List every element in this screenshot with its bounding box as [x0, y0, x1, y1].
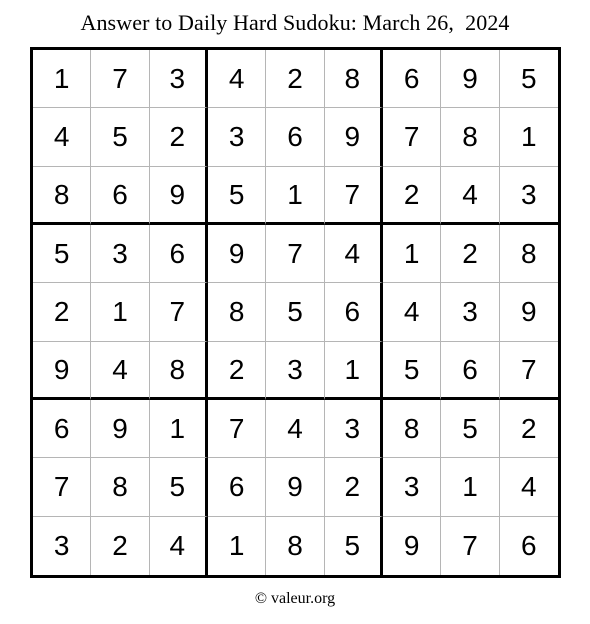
sudoku-cell-r1-c3: 3 [150, 50, 208, 108]
sudoku-cell-r6-c5: 3 [266, 342, 324, 400]
sudoku-cell-r6-c1: 9 [33, 342, 91, 400]
sudoku-cell-r1-c4: 4 [208, 50, 266, 108]
sudoku-cell-r9-c2: 2 [91, 517, 149, 575]
sudoku-cell-r7-c3: 1 [150, 400, 208, 458]
sudoku-cell-r5-c5: 5 [266, 283, 324, 341]
sudoku-cell-r7-c5: 4 [266, 400, 324, 458]
sudoku-cell-r1-c9: 5 [500, 50, 558, 108]
sudoku-cell-r9-c3: 4 [150, 517, 208, 575]
sudoku-cell-r5-c6: 6 [325, 283, 383, 341]
sudoku-cell-r8-c9: 4 [500, 458, 558, 516]
sudoku-cell-r4-c5: 7 [266, 225, 324, 283]
sudoku-board [30, 47, 561, 578]
sudoku-cell-r5-c2: 1 [91, 283, 149, 341]
sudoku-cell-r5-c7: 4 [383, 283, 441, 341]
sudoku-cell-r5-c9: 9 [500, 283, 558, 341]
sudoku-cell-r8-c8: 1 [441, 458, 499, 516]
sudoku-cell-r2-c9: 1 [500, 108, 558, 166]
sudoku-cell-r8-c2: 8 [91, 458, 149, 516]
puzzle-title: Answer to Daily Hard Sudoku: March 26, 2024 [80, 10, 510, 35]
sudoku-cell-r9-c7: 9 [383, 517, 441, 575]
sudoku-cell-r6-c2: 4 [91, 342, 149, 400]
sudoku-cell-r7-c8: 5 [441, 400, 499, 458]
sudoku-cell-r7-c9: 2 [500, 400, 558, 458]
sudoku-cell-r2-c8: 8 [441, 108, 499, 166]
sudoku-cell-r2-c6: 9 [325, 108, 383, 166]
sudoku-cell-r2-c7: 7 [383, 108, 441, 166]
sudoku-cell-r4-c1: 5 [33, 225, 91, 283]
sudoku-cell-r1-c5: 2 [266, 50, 324, 108]
sudoku-cell-r2-c3: 2 [150, 108, 208, 166]
sudoku-cell-r8-c6: 2 [325, 458, 383, 516]
sudoku-cell-r7-c6: 3 [325, 400, 383, 458]
sudoku-cell-r6-c8: 6 [441, 342, 499, 400]
sudoku-cell-r3-c1: 8 [33, 167, 91, 225]
sudoku-cell-r4-c2: 3 [91, 225, 149, 283]
sudoku-cell-r3-c6: 7 [325, 167, 383, 225]
sudoku-cell-r4-c9: 8 [500, 225, 558, 283]
sudoku-cell-r3-c7: 2 [383, 167, 441, 225]
sudoku-cell-r3-c8: 4 [441, 167, 499, 225]
sudoku-cell-r6-c7: 5 [383, 342, 441, 400]
sudoku-cell-r2-c1: 4 [33, 108, 91, 166]
sudoku-cell-r8-c4: 6 [208, 458, 266, 516]
sudoku-cell-r1-c6: 8 [325, 50, 383, 108]
sudoku-cell-r4-c6: 4 [325, 225, 383, 283]
sudoku-cell-r3-c2: 6 [91, 167, 149, 225]
sudoku-cell-r6-c3: 8 [150, 342, 208, 400]
sudoku-cell-r9-c4: 1 [208, 517, 266, 575]
sudoku-cell-r8-c5: 9 [266, 458, 324, 516]
sudoku-cell-r3-c4: 5 [208, 167, 266, 225]
sudoku-cell-r4-c7: 1 [383, 225, 441, 283]
sudoku-cell-r6-c4: 2 [208, 342, 266, 400]
sudoku-cell-r1-c7: 6 [383, 50, 441, 108]
sudoku-cell-r7-c1: 6 [33, 400, 91, 458]
sudoku-cell-r6-c9: 7 [500, 342, 558, 400]
sudoku-cell-r2-c4: 3 [208, 108, 266, 166]
sudoku-cell-r2-c5: 6 [266, 108, 324, 166]
sudoku-cell-r9-c9: 6 [521, 530, 537, 562]
sudoku-cell-r7-c7: 8 [383, 400, 441, 458]
sudoku-cell-r9-c8: 7 [441, 517, 499, 575]
sudoku-cell-r4-c4: 9 [208, 225, 266, 283]
sudoku-cell-r1-c2: 7 [91, 50, 149, 108]
sudoku-cell-r8-c3: 5 [150, 458, 208, 516]
sudoku-cell-r1-c8: 9 [441, 50, 499, 108]
sudoku-cell-r4-c3: 6 [150, 225, 208, 283]
sudoku-cell-r5-c3: 7 [150, 283, 208, 341]
sudoku-cell-r7-c2: 9 [91, 400, 149, 458]
sudoku-cell-r9-c5: 8 [266, 517, 324, 575]
sudoku-cell-r5-c8: 3 [441, 283, 499, 341]
sudoku-cell-r9-c6: 5 [325, 517, 383, 575]
sudoku-cell-r7-c4: 7 [208, 400, 266, 458]
copyright-footer: © valeur.org [254, 590, 336, 607]
sudoku-cell-r3-c3: 9 [150, 167, 208, 225]
sudoku-cell-r3-c9: 3 [500, 167, 558, 225]
sudoku-cell-r8-c7: 3 [383, 458, 441, 516]
sudoku-cell-r5-c1: 2 [33, 283, 91, 341]
sudoku-cell-r6-c6: 1 [325, 342, 383, 400]
sudoku-cell-r8-c1: 7 [33, 458, 91, 516]
sudoku-cell-r4-c8: 2 [441, 225, 499, 283]
sudoku-cell-r9-c1: 3 [33, 517, 91, 575]
sudoku-cell-r3-c5: 1 [266, 167, 324, 225]
sudoku-cell-r2-c2: 5 [91, 108, 149, 166]
sudoku-cell-r1-c1: 1 [33, 50, 91, 108]
sudoku-cell-r5-c4: 8 [208, 283, 266, 341]
